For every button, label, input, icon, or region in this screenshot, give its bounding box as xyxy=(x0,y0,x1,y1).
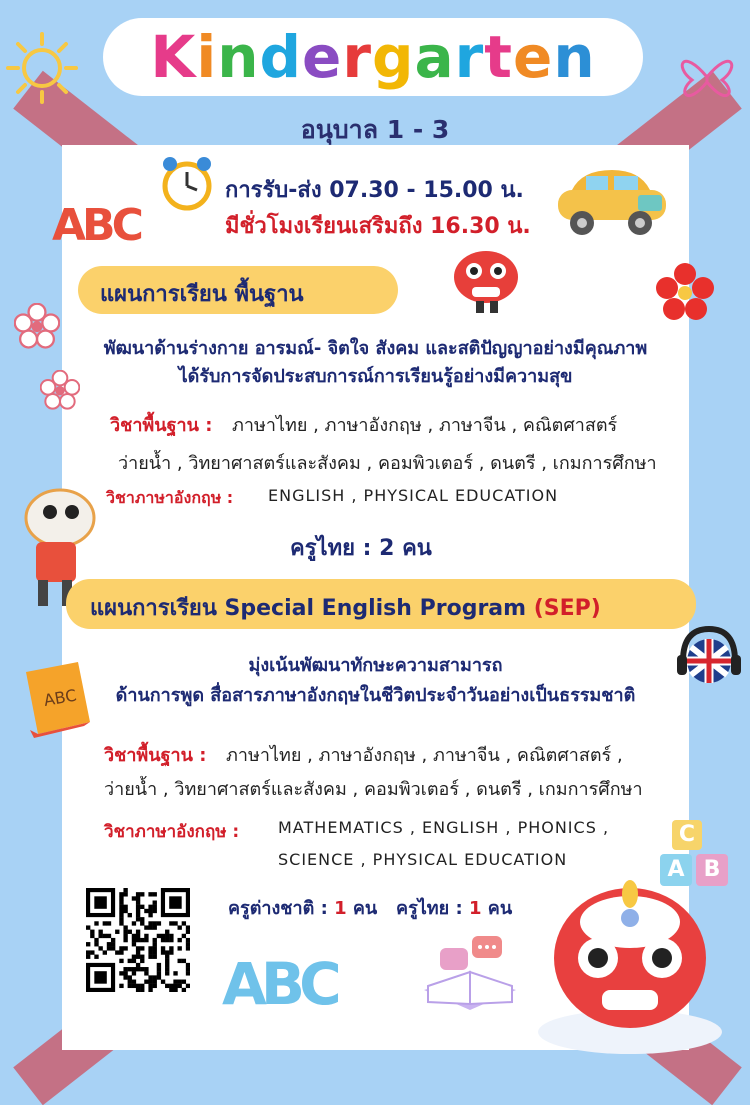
basic-teachers: ครูไทย : 2 คน xyxy=(290,536,432,561)
car-icon xyxy=(552,165,672,240)
sep-desc-2: ด้านการพูด สื่อสารภาษาอังกฤษในชีวิตประจำวันอย่างเป็นธรรมชาติ xyxy=(115,685,636,706)
title-letter: a xyxy=(414,23,455,91)
block-b: B xyxy=(696,854,728,886)
sun-icon xyxy=(4,30,80,106)
title-letter: n xyxy=(553,23,596,91)
butterfly-icon xyxy=(672,42,742,112)
thai-teacher-unit: คน xyxy=(487,898,513,919)
thai-teacher-count: 1 xyxy=(468,898,482,919)
flower-icon xyxy=(655,262,715,322)
basic-english-line-1: ENGLISH , PHYSICAL EDUCATION xyxy=(268,486,559,505)
title-letter: d xyxy=(259,23,303,91)
abc-letters-left: ABC xyxy=(52,200,140,251)
sep-plan-heading xyxy=(90,590,601,625)
basic-plan-desc-2: ได้รับการจัดประสบการณ์การเรียนรู้อย่างมีความสุข xyxy=(178,366,573,387)
title-letter: K xyxy=(150,23,197,91)
sep-english-label: วิชาภาษาอังกฤษ : xyxy=(104,822,240,842)
abc-letters-bottom xyxy=(222,950,336,1018)
block-c: C xyxy=(672,820,702,850)
basic-core-line-1: ภาษาไทย , ภาษาอังกฤษ , ภาษาจีน , คณิตศาสตร์ xyxy=(232,415,618,436)
basic-core-line-2: ว่ายน้ำ , วิทยาศาสตร์และสังคม , คอมพิวเตอร์ , ดนตรี , เกมการศึกษา xyxy=(118,453,657,474)
sep-core-line-2: ว่ายน้ำ , วิทยาศาสตร์และสังคม , คอมพิวเตอร์ , ดนตรี , เกมการศึกษา xyxy=(104,779,643,800)
sep-english-line-2: SCIENCE , PHYSICAL EDUCATION xyxy=(278,850,568,869)
lion-dance-icon xyxy=(528,862,733,1058)
page-subtitle: อนุบาล 1 - 3 xyxy=(300,115,450,144)
title-letter: t xyxy=(484,23,513,91)
title-letter: e xyxy=(302,23,343,91)
abc-bottom-text: ABC xyxy=(222,950,336,1018)
lion-dance-icon xyxy=(442,245,530,315)
pickup-time: การรับ-ส่ง 07.30 - 15.00 น. xyxy=(225,178,524,203)
thai-teacher-label: ครูไทย : xyxy=(396,898,463,919)
sep-teachers xyxy=(228,893,512,922)
sep-heading-main: แผนการเรียน Special English Program xyxy=(90,596,527,621)
title-letter: g xyxy=(371,23,415,91)
foreign-teacher-label: ครูต่างชาติ : xyxy=(228,898,328,919)
sep-desc-1: มุ่งเน้นพัฒนาทักษะความสามารถ xyxy=(248,655,503,676)
sep-heading-tag: (SEP) xyxy=(533,596,601,621)
extra-class-time: มีชั่วโมงเรียนเสริมถึง 16.30 น. xyxy=(225,214,531,239)
book-letters: ABC xyxy=(42,685,78,710)
title-letter: i xyxy=(196,23,218,91)
title-letter: e xyxy=(513,23,554,91)
qr-code-icon[interactable] xyxy=(86,888,190,992)
sep-core-line-1: ภาษาไทย , ภาษาอังกฤษ , ภาษาจีน , คณิตศาสตร์ , xyxy=(226,745,623,766)
flower-icon xyxy=(14,303,60,349)
basic-plan-desc-1: พัฒนาด้านร่างกาย อารมณ์- จิตใจ สังคม และสติปัญญาอย่างมีคุณภาพ xyxy=(103,338,648,359)
title-letter: r xyxy=(454,23,485,91)
basic-core-label: วิชาพื้นฐาน : xyxy=(110,415,213,436)
foreign-teacher-count: 1 xyxy=(334,898,347,919)
sep-core-label: วิชาพื้นฐาน : xyxy=(104,745,207,766)
basic-english-label: วิชาภาษาอังกฤษ : xyxy=(106,488,234,507)
sep-english-line-1: MATHEMATICS , ENGLISH , PHONICS , xyxy=(278,818,610,837)
alarm-clock-icon xyxy=(156,152,218,214)
chat-bubble-icon xyxy=(414,930,526,1022)
block-a: A xyxy=(660,854,692,886)
title-letter: r xyxy=(342,23,372,91)
title-box xyxy=(103,18,643,96)
foreign-teacher-unit: คน xyxy=(352,898,378,919)
basic-plan-heading: แผนการเรียน พื้นฐาน xyxy=(100,282,304,307)
title-letter: n xyxy=(217,23,260,91)
page-title xyxy=(103,18,643,96)
